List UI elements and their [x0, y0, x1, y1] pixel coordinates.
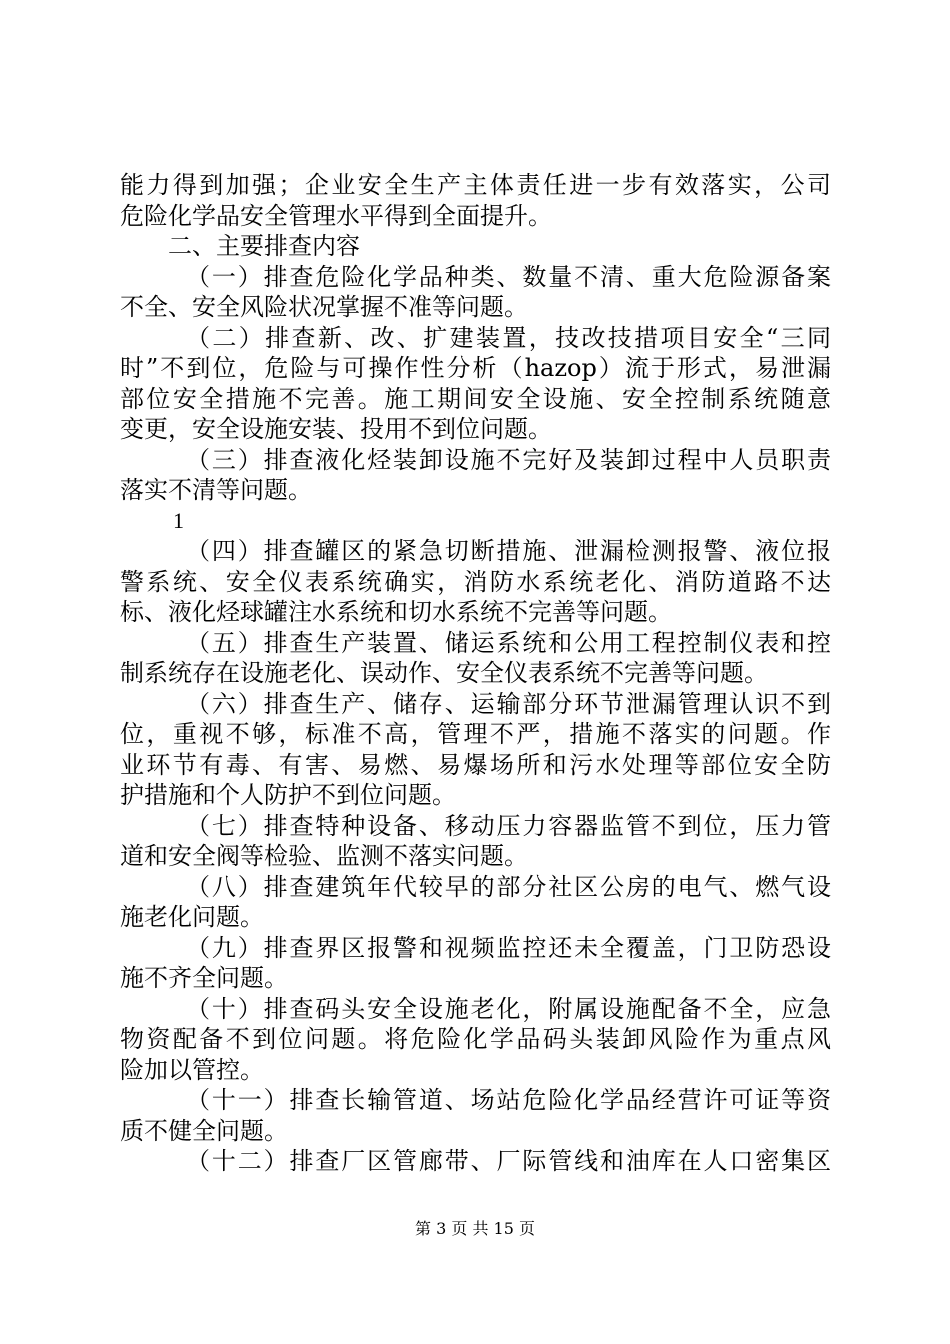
page-footer: 第 3 页 共 15 页	[415, 1219, 535, 1238]
text-line: （十二）排查厂区管廊带、厂际管线和油库在人口密集区	[186, 1147, 831, 1175]
text-line: 危险化学品安全管理水平得到全面提升。	[120, 201, 552, 230]
text-line: （五）排查生产装置、储运系统和公用工程控制仪表和控	[186, 628, 831, 657]
text-line: 部位安全措施不完善。施工期间安全设施、安全控制系统随意	[120, 384, 831, 413]
text-line: 时”不到位，危险与可操作性分析（hazop）流于形式，易泄漏	[120, 354, 831, 382]
text-line: 道和安全阀等检验、监测不落实问题。	[120, 842, 528, 870]
text-line: （九）排查界区报警和视频监控还未全覆盖，门卫防恐设	[186, 933, 831, 962]
text-line: 不全、安全风险状况掌握不准等问题。	[120, 293, 528, 321]
text-line: （七）排查特种设备、移动压力容器监管不到位，压力管	[186, 811, 831, 840]
text-line: 位，重视不够，标准不高，管理不严，措施不落实的问题。作	[120, 720, 831, 748]
text-line: （八）排查建筑年代较早的部分社区公房的电气、燃气设	[186, 872, 831, 901]
text-line: 质不健全问题。	[120, 1116, 288, 1145]
text-line: 制系统存在设施老化、误动作、安全仪表系统不完善等问题。	[120, 659, 768, 687]
document-body	[120, 170, 831, 1177]
text-line: （二）排查新、改、扩建装置，技改技措项目安全“三同	[186, 323, 831, 352]
text-line: 警系统、安全仪表系统确实，消防水系统老化、消防道路不达	[120, 567, 831, 596]
text-line: 物资配备不到位问题。将危险化学品码头装卸风险作为重点风	[120, 1025, 831, 1053]
text-line: 施老化问题。	[120, 903, 264, 931]
page-number-marker: 1	[173, 507, 184, 533]
text-line: （十）排查码头安全设施老化，附属设施配备不全，应急	[186, 994, 831, 1023]
text-line: 二、主要排查内容	[168, 232, 360, 260]
text-line: 落实不清等问题。	[120, 476, 312, 504]
text-line: （六）排查生产、储存、运输部分环节泄漏管理认识不到	[186, 689, 831, 718]
text-line: 施不齐全问题。	[120, 964, 288, 992]
text-line: 变更，安全设施安装、投用不到位问题。	[120, 415, 552, 443]
text-line: 能力得到加强；企业安全生产主体责任进一步有效落实，公司	[120, 171, 831, 199]
text-line: （一）排查危险化学品种类、数量不清、重大危险源备案	[186, 262, 831, 291]
text-line: （三）排查液化烃装卸设施不完好及装卸过程中人员职责	[186, 445, 831, 474]
text-line: （四）排查罐区的紧急切断措施、泄漏检测报警、液位报	[186, 537, 831, 565]
text-line: （十一）排查长输管道、场站危险化学品经营许可证等资	[186, 1086, 831, 1114]
text-line: 标、液化烃球罐注水系统和切水系统不完善等问题。	[120, 598, 672, 626]
text-line: 业环节有毒、有害、易燃、易爆场所和污水处理等部位安全防	[120, 750, 831, 779]
text-line: 护措施和个人防护不到位问题。	[120, 781, 456, 809]
text-line: 险加以管控。	[120, 1055, 264, 1084]
